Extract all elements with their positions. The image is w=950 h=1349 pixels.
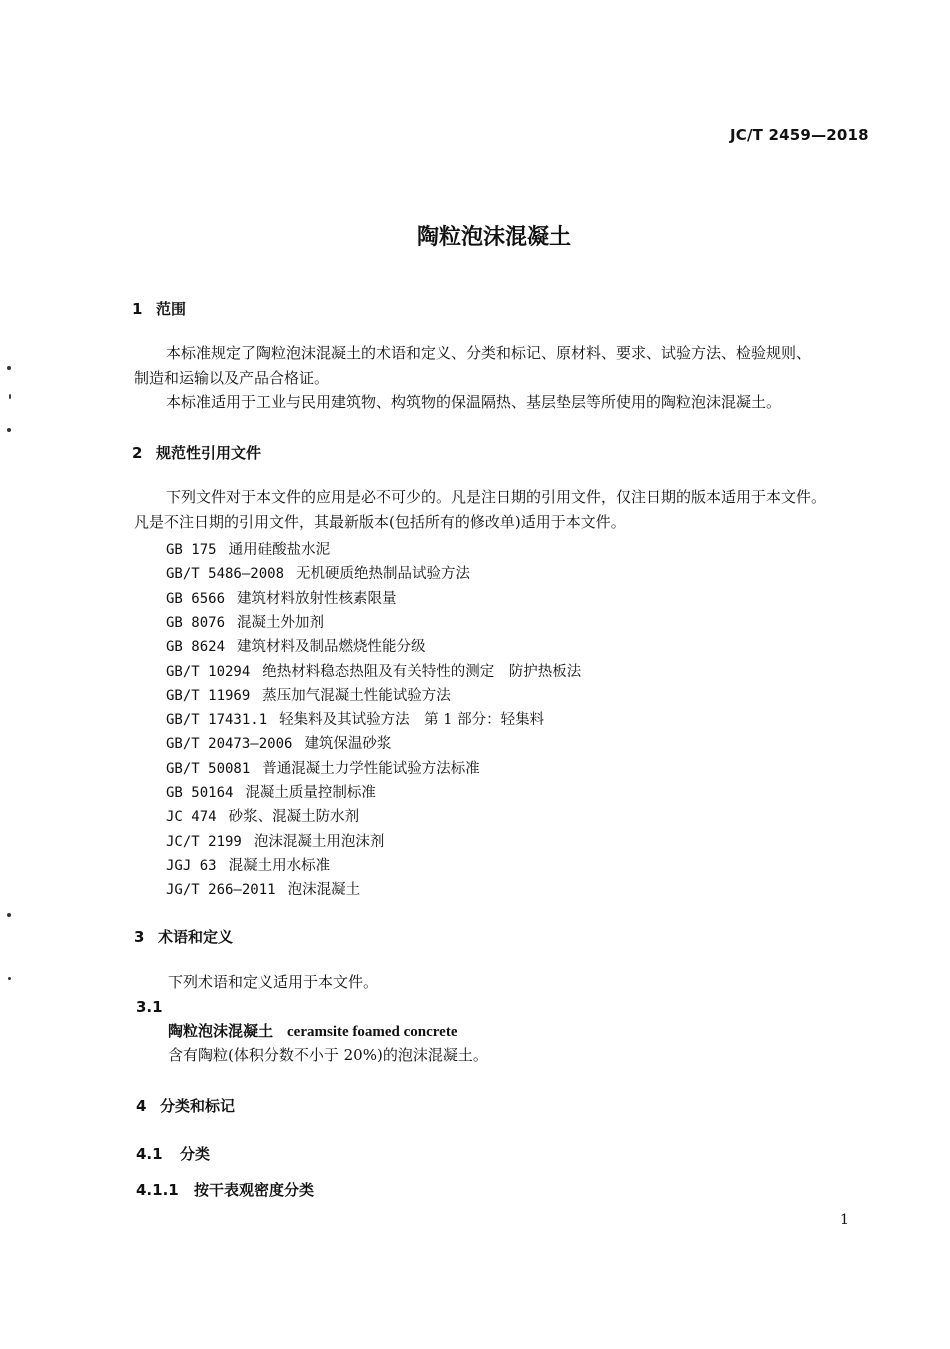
reference-code: GB 175 bbox=[166, 542, 217, 558]
reference-code: JC/T 2199 bbox=[166, 833, 242, 850]
subsection-4-1-heading bbox=[136, 1143, 210, 1164]
scan-speck bbox=[7, 366, 11, 370]
reference-code: JG/T 266—2011 bbox=[166, 882, 276, 899]
section-4-heading bbox=[136, 1095, 235, 1116]
reference-title: 普通混凝土力学性能试验方法标准 bbox=[262, 760, 480, 777]
reference-item bbox=[166, 562, 470, 583]
reference-title: 混凝土质量控制标准 bbox=[245, 785, 376, 801]
reference-item bbox=[166, 757, 480, 778]
reference-item bbox=[166, 830, 384, 851]
subsection-4-1-1-title: 按干表观密度分类 bbox=[194, 1181, 315, 1199]
reference-code: GB/T 11969 bbox=[166, 687, 251, 704]
scan-speck bbox=[7, 913, 11, 917]
reference-title: 建筑材料及制品燃烧性能分级 bbox=[237, 639, 426, 656]
reference-title: 建筑保温砂浆 bbox=[304, 736, 392, 753]
reference-title: 通用硅酸盐水泥 bbox=[228, 542, 331, 558]
reference-title: 泡沫混凝土 bbox=[287, 882, 361, 899]
reference-item bbox=[166, 587, 397, 608]
section-3-number: 3 bbox=[134, 928, 145, 946]
reference-item bbox=[166, 611, 324, 632]
section-1-number: 1 bbox=[132, 300, 143, 318]
subsection-4-1-title: 分类 bbox=[180, 1145, 211, 1163]
reference-item bbox=[166, 878, 360, 899]
term-english: ceramsite foamed concrete bbox=[287, 1024, 458, 1040]
reference-code: GB/T 17431.1 bbox=[166, 712, 268, 729]
section-2-title: 规范性引用文件 bbox=[156, 444, 262, 462]
section-2-intro: 凡是不注日期的引用文件，其最新版本(包括所有的修改单)适用于本文件。 bbox=[134, 513, 626, 531]
section-1-paragraph: 本标准规定了陶粒泡沫混凝土的术语和定义、分类和标记、原材料、要求、试验方法、检验规则、 bbox=[166, 344, 812, 362]
reference-item bbox=[166, 781, 376, 802]
reference-item bbox=[166, 854, 330, 875]
reference-title: 无机硬质绝热制品试验方法 bbox=[296, 566, 471, 583]
reference-item bbox=[166, 708, 544, 729]
reference-item bbox=[166, 635, 426, 656]
reference-code: GB/T 10294 bbox=[166, 663, 251, 680]
reference-code: GB 8076 bbox=[166, 614, 226, 631]
reference-title: 轻集料及其试验方法 第 1 部分：轻集料 bbox=[279, 712, 545, 729]
reference-code: JC 474 bbox=[166, 809, 217, 826]
reference-code: GB 50164 bbox=[166, 785, 234, 801]
section-3-heading bbox=[134, 926, 233, 947]
reference-item bbox=[166, 660, 581, 681]
section-1-heading bbox=[132, 298, 186, 319]
term-chinese: 陶粒泡沫混凝土 bbox=[168, 1022, 274, 1040]
reference-code: GB/T 5486—2008 bbox=[166, 566, 285, 583]
page-number: 1 bbox=[840, 1212, 849, 1228]
section-4-title: 分类和标记 bbox=[160, 1097, 236, 1115]
reference-code: GB 6566 bbox=[166, 590, 226, 607]
reference-title: 建筑材料放射性核素限量 bbox=[237, 590, 397, 607]
term-entry bbox=[168, 1019, 458, 1044]
reference-title: 绝热材料稳态热阻及有关特性的测定 防护热板法 bbox=[262, 663, 582, 680]
section-3-intro: 下列术语和定义适用于本文件。 bbox=[168, 973, 379, 991]
section-1-paragraph: 本标准适用于工业与民用建筑物、构筑物的保温隔热、基层垫层等所使用的陶粒泡沫混凝土。 bbox=[166, 393, 782, 411]
section-2-number: 2 bbox=[132, 444, 143, 462]
scan-speck bbox=[7, 428, 11, 432]
reference-code: GB 8624 bbox=[166, 639, 226, 656]
reference-title: 蒸压加气混凝土性能试验方法 bbox=[262, 687, 451, 704]
reference-title: 混凝土外加剂 bbox=[237, 614, 325, 631]
section-4-number: 4 bbox=[136, 1097, 147, 1115]
section-3-title: 术语和定义 bbox=[158, 928, 234, 946]
reference-item bbox=[166, 732, 391, 753]
subsection-4-1-number: 4.1 bbox=[136, 1145, 163, 1163]
scan-speck bbox=[8, 977, 11, 980]
subsection-4-1-1-number: 4.1.1 bbox=[136, 1181, 179, 1199]
section-2-intro: 下列文件对于本文件的应用是必不可少的。凡是注日期的引用文件，仅注日期的版本适用于本文件。 bbox=[166, 488, 827, 506]
reference-item bbox=[166, 805, 359, 826]
reference-item bbox=[166, 684, 451, 705]
scan-speck bbox=[9, 394, 11, 399]
reference-item bbox=[166, 538, 330, 559]
section-2-heading bbox=[132, 442, 261, 463]
reference-code: JGJ 63 bbox=[166, 857, 217, 874]
reference-title: 砂浆、混凝土防水剂 bbox=[228, 809, 360, 826]
reference-title: 混凝土用水标准 bbox=[228, 857, 331, 874]
section-1-paragraph: 制造和运输以及产品合格证。 bbox=[134, 369, 330, 387]
reference-code: GB/T 50081 bbox=[166, 760, 251, 777]
reference-code: GB/T 20473—2006 bbox=[166, 736, 293, 753]
term-number: 3.1 bbox=[136, 998, 163, 1016]
standard-code: JC/T 2459—2018 bbox=[730, 126, 869, 144]
reference-title: 泡沫混凝土用泡沫剂 bbox=[253, 833, 385, 850]
document-title: 陶粒泡沫混凝土 bbox=[416, 225, 571, 250]
section-1-title: 范围 bbox=[156, 300, 187, 318]
subsection-4-1-1-heading bbox=[136, 1179, 314, 1200]
term-definition: 含有陶粒(体积分数不小于 20%)的泡沫混凝土。 bbox=[168, 1046, 488, 1064]
